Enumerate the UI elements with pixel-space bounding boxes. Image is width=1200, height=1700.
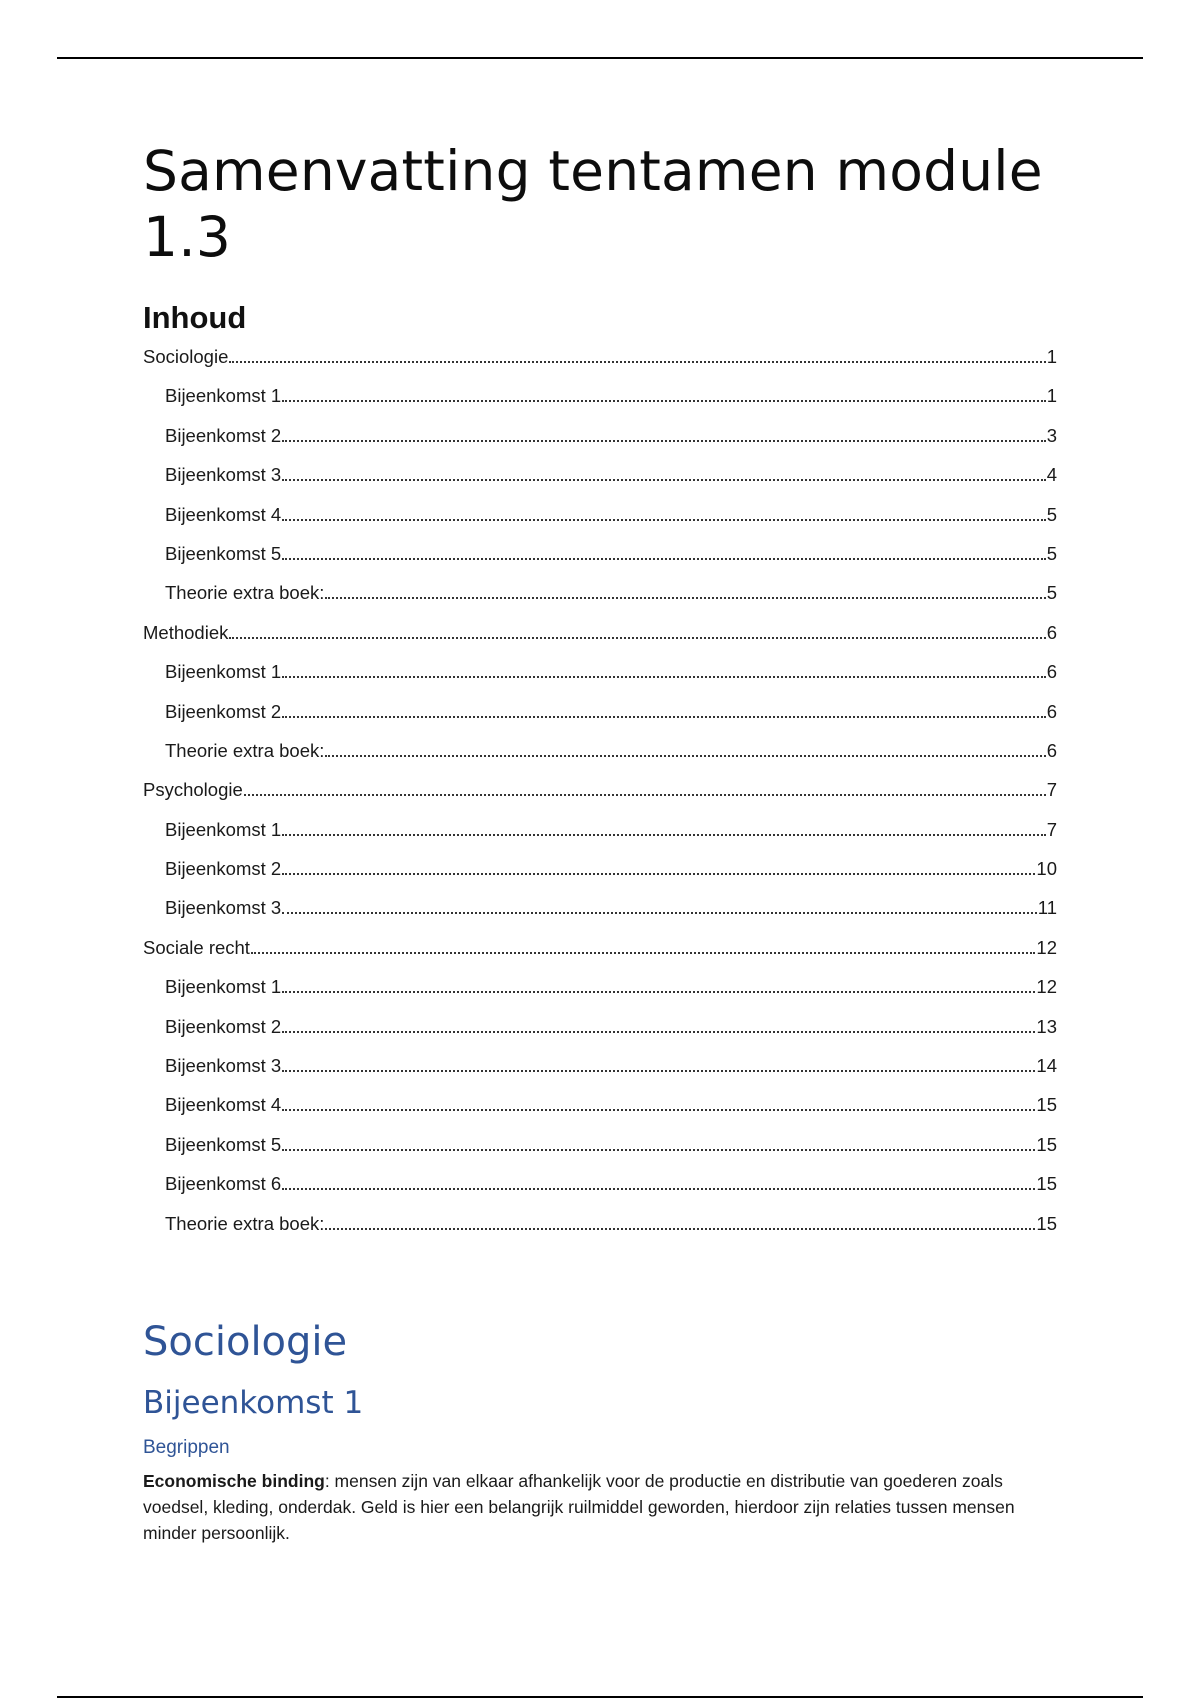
definition-paragraph: [143, 1468, 1043, 1546]
toc-entry[interactable]: [143, 897, 1057, 936]
toc-entry-page-number: 15: [1036, 1212, 1057, 1234]
toc-entry[interactable]: [143, 1213, 1057, 1252]
table-of-contents: [143, 346, 1057, 1252]
toc-entry[interactable]: [143, 1016, 1057, 1055]
toc-entry-label: Theorie extra boek:: [165, 582, 325, 604]
toc-entry-page-number: 11: [1037, 897, 1057, 919]
toc-entry-page-number: 5: [1046, 542, 1057, 564]
toc-entry-label: Theorie extra boek:: [165, 739, 325, 761]
toc-entry[interactable]: [143, 622, 1057, 661]
toc-dot-leader: [282, 912, 1037, 914]
toc-entry[interactable]: [143, 346, 1057, 385]
section-sociologie: [143, 1318, 1057, 1546]
document-page: [143, 138, 1057, 1252]
toc-dot-leader: [282, 519, 1046, 521]
toc-entry-page-number: 6: [1046, 621, 1057, 643]
toc-entry[interactable]: [143, 1094, 1057, 1133]
toc-entry-label: Bijeenkomst 3: [165, 1055, 282, 1077]
toc-entry[interactable]: [143, 779, 1057, 818]
toc-dot-leader: [244, 794, 1046, 796]
toc-entry-label: Bijeenkomst 5: [165, 542, 282, 564]
toc-dot-leader: [282, 716, 1046, 718]
toc-entry-label: Bijeenkomst 1: [165, 661, 282, 683]
toc-entry[interactable]: [143, 740, 1057, 779]
toc-entry-label: Bijeenkomst 2: [165, 1015, 282, 1037]
toc-dot-leader: [282, 440, 1046, 442]
toc-dot-leader: [282, 873, 1035, 875]
toc-entry-page-number: 7: [1046, 779, 1057, 801]
footer-rule: [57, 1696, 1143, 1698]
toc-entry-page-number: 4: [1046, 464, 1057, 486]
toc-entry-label: Bijeenkomst 1: [165, 385, 282, 407]
toc-entry-label: Bijeenkomst 2: [165, 858, 282, 880]
toc-dot-leader: [282, 991, 1035, 993]
toc-dot-leader: [282, 1070, 1035, 1072]
toc-entry-page-number: 1: [1046, 346, 1057, 367]
section-heading-3: Begrippen: [143, 1437, 230, 1458]
toc-dot-leader: [325, 1228, 1035, 1230]
toc-entry-page-number: 12: [1036, 976, 1057, 998]
toc-entry[interactable]: [143, 937, 1057, 976]
toc-entry[interactable]: [143, 819, 1057, 858]
toc-entry-page-number: 15: [1036, 1173, 1057, 1195]
toc-entry-label: Bijeenkomst 6: [165, 1173, 282, 1195]
toc-entry[interactable]: [143, 425, 1057, 464]
toc-entry[interactable]: [143, 1173, 1057, 1212]
toc-entry-page-number: 7: [1046, 818, 1057, 840]
toc-dot-leader: [229, 361, 1045, 363]
toc-entry-page-number: 6: [1046, 739, 1057, 761]
toc-entry-page-number: 10: [1036, 858, 1057, 880]
toc-entry[interactable]: [143, 1055, 1057, 1094]
toc-entry-label: Sociologie: [143, 346, 229, 367]
toc-dot-leader: [325, 597, 1045, 599]
definition-text: : mensen zijn van elkaar afhankelijk voor de productie en distributie van goederen zoals voedsel, kleding, onderdak. Geld is hier een belangrijk ruilmiddel geworden, hierdoor zijn relaties tussen mensen minder persoonlijk.: [143, 1471, 1015, 1543]
toc-entry-label: Bijeenkomst 3: [165, 897, 282, 919]
toc-dot-leader: [282, 479, 1046, 481]
toc-entry-page-number: 5: [1046, 503, 1057, 525]
toc-heading: Inhoud: [143, 300, 247, 335]
toc-entry-page-number: 6: [1046, 661, 1057, 683]
toc-entry-label: Theorie extra boek:: [165, 1212, 325, 1234]
toc-entry-page-number: 3: [1046, 424, 1057, 446]
header-rule: [57, 57, 1143, 59]
toc-entry-label: Sociale recht: [143, 936, 250, 958]
toc-entry[interactable]: [143, 504, 1057, 543]
toc-entry[interactable]: [143, 701, 1057, 740]
toc-entry-page-number: 13: [1036, 1015, 1057, 1037]
toc-entry[interactable]: [143, 858, 1057, 897]
toc-entry[interactable]: [143, 464, 1057, 503]
toc-dot-leader: [282, 1109, 1035, 1111]
section-heading-1: Sociologie: [143, 1319, 348, 1365]
toc-entry-label: Bijeenkomst 2: [165, 700, 282, 722]
toc-dot-leader: [325, 755, 1045, 757]
toc-entry[interactable]: [143, 661, 1057, 700]
toc-entry-page-number: 15: [1036, 1133, 1057, 1155]
toc-entry[interactable]: [143, 543, 1057, 582]
toc-dot-leader: [282, 558, 1046, 560]
toc-entry-label: Bijeenkomst 1: [165, 976, 282, 998]
toc-entry-label: Bijeenkomst 3: [165, 464, 282, 486]
toc-entry[interactable]: [143, 1134, 1057, 1173]
toc-entry-label: Bijeenkomst 4: [165, 1094, 282, 1116]
definition-term: Economische binding: [143, 1471, 325, 1491]
toc-dot-leader: [282, 834, 1046, 836]
toc-entry-label: Bijeenkomst 2: [165, 424, 282, 446]
document-title: Samenvatting tentamen module 1.3: [143, 139, 1043, 269]
toc-entry-page-number: 15: [1036, 1094, 1057, 1116]
toc-dot-leader: [282, 676, 1046, 678]
toc-entry[interactable]: [143, 582, 1057, 621]
toc-entry-page-number: 14: [1036, 1055, 1057, 1077]
toc-entry-label: Bijeenkomst 5: [165, 1133, 282, 1155]
toc-entry-label: Bijeenkomst 1: [165, 818, 282, 840]
toc-dot-leader: [251, 952, 1035, 954]
toc-entry-page-number: 6: [1046, 700, 1057, 722]
toc-entry-label: Bijeenkomst 4: [165, 503, 282, 525]
toc-entry-page-number: 5: [1046, 582, 1057, 604]
toc-dot-leader: [229, 637, 1045, 639]
toc-dot-leader: [282, 1031, 1035, 1033]
toc-entry-page-number: 1: [1046, 385, 1057, 407]
toc-entry-label: Psychologie: [143, 779, 243, 801]
toc-dot-leader: [282, 1149, 1035, 1151]
toc-dot-leader: [282, 1188, 1035, 1190]
toc-entry[interactable]: [143, 385, 1057, 424]
toc-entry-label: Methodiek: [143, 621, 229, 643]
toc-entry-page-number: 12: [1036, 936, 1057, 958]
section-heading-2: Bijeenkomst 1: [143, 1385, 364, 1421]
toc-entry[interactable]: [143, 976, 1057, 1015]
toc-dot-leader: [282, 400, 1046, 402]
